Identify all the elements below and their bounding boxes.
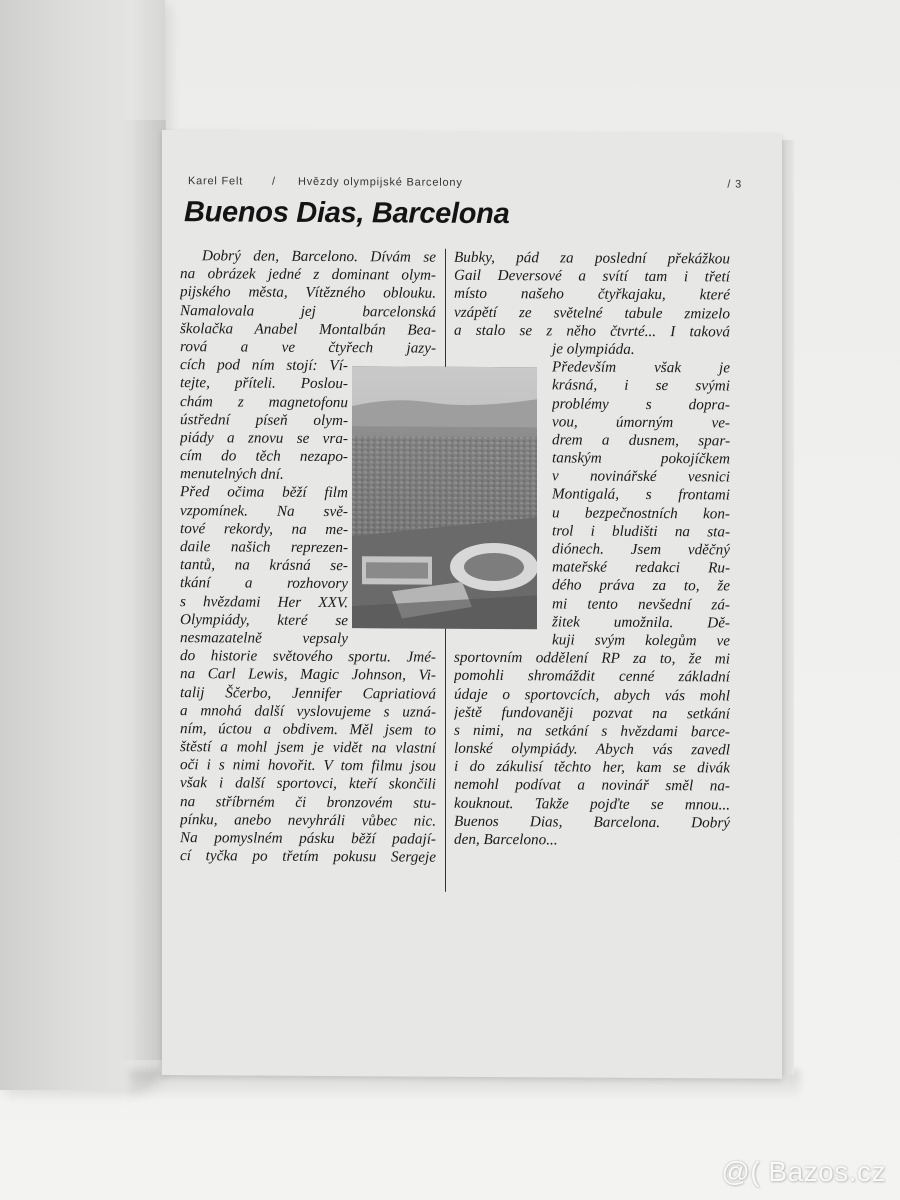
left-column-line: nesmazatelně vepsaly (180, 629, 348, 648)
left-column-line: vzpomínek. Na svě- (180, 501, 348, 520)
right-column-line: problémy s dopra- (552, 394, 730, 413)
barcelona-stadium-photo (352, 366, 537, 629)
right-column-line: krásná, i se svými (552, 376, 730, 395)
right-column-line: nemohl podívat a novinář směl na- (454, 776, 730, 795)
left-column-line: cích pod ním stojí: Ví- (180, 356, 348, 375)
right-column-line: tanským pokojíčkem (552, 449, 730, 468)
printed-page (162, 130, 782, 1079)
right-column-line: ještě fundovaněji pozvat na setkání (454, 703, 730, 723)
right-column-line: je olympiáda. (552, 340, 635, 358)
left-column-line: tejte, příteli. Poslou- (180, 374, 348, 393)
right-column-line: Gail Deversové a svítí tam i třetí (454, 266, 730, 286)
right-column-line: kuji svým kolegům ve (552, 631, 730, 650)
left-column-line: a mnohá další vyslovujeme s uzná- (180, 701, 436, 721)
left-column-line: rová a ve čtyřech jazy- (180, 338, 436, 357)
right-column-line: vou, úmorným ve- (552, 413, 730, 432)
article-title: Buenos Dias, Barcelona (184, 196, 510, 231)
left-column-line: talij Ščerbo, Jennifer Capriatiová (180, 683, 436, 703)
right-column-line: vzápětí ze světelné tabule zmizelo (454, 303, 730, 323)
bazos-watermark: @( Bazos.cz (721, 1156, 886, 1187)
left-column-line: cím do těch nezapo- (180, 447, 348, 466)
right-column-line: mi tento nevšední zá- (552, 594, 730, 614)
left-column-line: pijského města, Vítězného oblouku. (180, 283, 436, 303)
right-column-line: v novinářské vesnici (552, 467, 730, 486)
page-block-edge (780, 140, 794, 1075)
right-column-line: pomohli shromáždit cenné základní (454, 667, 730, 686)
right-column-line: Především však je (552, 358, 730, 377)
left-column-line: daile našich reprezen- (180, 538, 348, 557)
left-column-line: školačka Anabel Montalbán Bea- (180, 319, 436, 339)
running-head-separator: / (272, 175, 276, 188)
left-column-line: s hvězdami Her XXV. (180, 592, 348, 611)
right-column-line: i do zákulisí těchto her, kam se divák (454, 758, 730, 777)
right-column-line: den, Barcelono... (454, 830, 558, 849)
left-column-line: tové rekordy, na me- (180, 519, 348, 538)
right-column-line: mateřské redakci Ru- (552, 558, 730, 577)
left-column-line: Na pomyslném pásku běží padají- (180, 829, 436, 848)
left-column-line: štěstí a mohl jsem je vidět na vlastní (180, 738, 436, 757)
running-head-author: Karel Felt (188, 175, 244, 188)
left-column-line: Namalovala jej barcelonská (180, 301, 436, 321)
right-column-line: dého práva za to, že (552, 576, 730, 595)
left-column-line: ústřední píseň olym- (180, 410, 348, 429)
left-column-line: menutelných dní. (180, 465, 284, 483)
page-number: / 3 (727, 178, 742, 191)
left-column-line: Dobrý den, Barcelono. Dívám se (202, 247, 436, 266)
left-column-line: do historie světového sportu. Jmé- (180, 647, 436, 666)
right-column-line: údaje o sportovcích, abych vás mohl (454, 685, 730, 704)
left-column-line: na obrázek jedné z dominant olym- (180, 265, 436, 284)
left-column-line: piády a znovu se vra- (180, 428, 348, 448)
right-column-line: u bezpečnostních kon- (552, 504, 730, 523)
right-column-line: trol i bludišti na sta- (552, 522, 730, 541)
left-column-line: na stříbrném či bronzovém stu- (180, 792, 436, 812)
right-column-line: žitek umožnila. Dě- (552, 613, 730, 632)
left-column-line: cí tyčka po třetím pokusu Sergeje (180, 847, 436, 866)
left-column-line: Olympiády, které se (180, 610, 348, 629)
right-column-line: kouknout. Takže pojďte se mnou... (454, 794, 730, 814)
right-column-line: místo našeho čtyřkajaku, které (454, 285, 730, 304)
left-column-line: však i další sportovci, kteří skončili (180, 774, 436, 794)
right-column-line: diónech. Jsem vděčný (552, 540, 730, 559)
left-column-line: na Carl Lewis, Magic Johnson, Vi- (180, 665, 436, 684)
left-column-line: ním, úctou a obdivem. Měl jsem to (180, 719, 436, 739)
right-column-line: Bubky, pád za poslední překážkou (454, 248, 730, 268)
running-head (188, 175, 742, 194)
right-column-line: a stalo se z něho čtvrté... I taková (454, 321, 730, 341)
left-column-line: tkání a rozhovory (180, 574, 348, 593)
left-column-line: Před očima běží film (180, 483, 348, 502)
left-column-line: pínku, anebo nevyhráli vůbec nic. (180, 810, 436, 830)
left-column-line: tantů, na krásná se- (180, 556, 348, 575)
left-column-line: chám z magnetofonu (180, 392, 348, 411)
right-column-line: Buenos Dias, Barcelona. Dobrý (454, 812, 730, 832)
right-column-line: Montigalá, s frontami (552, 485, 730, 504)
right-column-line: sportovním oddělení RP za to, že mi (454, 648, 730, 668)
right-column-line: lonské olympiády. Abych vás zavedl (454, 739, 730, 759)
right-column-line: drem a dusnem, spar- (552, 431, 730, 450)
running-head-series: Hvězdy olympijské Barcelony (298, 175, 463, 189)
right-column-line: s nimi, na setkání s hvězdami barce- (454, 721, 730, 741)
left-column-line: oči i s nimi hovořit. V tom filmu jsou (180, 756, 436, 775)
page-gutter-shadow (118, 120, 166, 1060)
